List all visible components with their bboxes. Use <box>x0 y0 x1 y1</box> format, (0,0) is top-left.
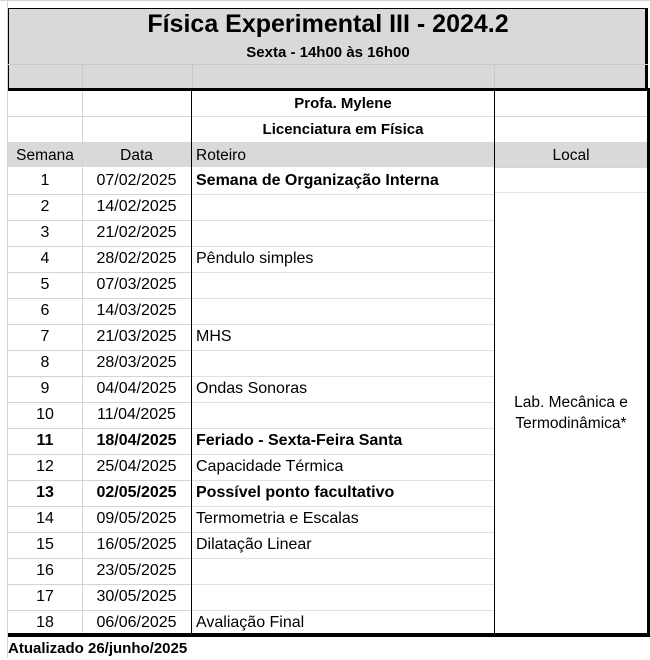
activity-cell: Pêndulo simples <box>196 250 314 267</box>
week-number-cell: 17 <box>36 588 54 605</box>
grid-line <box>192 532 494 533</box>
week-number-cell: 13 <box>36 484 54 501</box>
activity-cell <box>196 584 492 610</box>
grid-line <box>8 220 191 221</box>
activity-cell <box>196 194 492 220</box>
grid-line <box>8 584 191 585</box>
activity-cell: Semana de Organização Interna <box>196 172 439 189</box>
activity-cell <box>196 220 492 246</box>
week-number-cell: 9 <box>40 380 50 397</box>
week-number-cell: 2 <box>40 198 50 215</box>
activity-cell: Dilatação Linear <box>196 536 312 553</box>
grid-line <box>8 194 191 195</box>
grid-line <box>8 480 191 481</box>
date-cell: 14/02/2025 <box>96 198 177 215</box>
date-cell: 30/05/2025 <box>96 588 177 605</box>
grid-line <box>192 64 193 88</box>
week-number-cell: 14 <box>36 510 54 527</box>
grid-line <box>8 454 191 455</box>
grid-line <box>192 428 494 429</box>
grid-line <box>0 0 650 1</box>
grid-line <box>8 350 191 351</box>
week-number-cell: 4 <box>40 250 50 267</box>
week-number-cell: 18 <box>36 614 54 631</box>
grid-line <box>192 116 494 117</box>
date-cell: 21/02/2025 <box>96 224 177 241</box>
week-number-cell: 11 <box>36 432 54 449</box>
date-cell: 07/02/2025 <box>96 172 177 189</box>
activity-cell <box>196 350 492 376</box>
schedule-subtitle: Sexta - 14h00 às 16h00 <box>246 44 410 61</box>
grid-line <box>8 558 191 559</box>
week-number-cell: 15 <box>36 536 54 553</box>
professor-label: Profa. Mylene <box>294 95 392 112</box>
grid-line <box>192 246 494 247</box>
grid-line <box>8 272 191 273</box>
table-bottom-border <box>8 633 650 637</box>
date-cell: 14/03/2025 <box>96 302 177 319</box>
course-label: Licenciatura em Física <box>262 121 424 138</box>
date-cell: 18/04/2025 <box>96 432 177 449</box>
week-number-cell: 16 <box>36 562 54 579</box>
grid-line <box>192 298 494 299</box>
grid-line <box>8 324 191 325</box>
grid-line <box>192 402 494 403</box>
week-number-cell: 6 <box>40 302 50 319</box>
column-header-local: Local <box>552 147 590 164</box>
week-number-cell: 10 <box>36 406 54 423</box>
grid-line <box>8 402 191 403</box>
grid-line <box>8 246 191 247</box>
grid-line <box>82 64 83 88</box>
week-number-cell: 7 <box>40 328 50 345</box>
grid-line <box>8 116 191 117</box>
location-cell <box>494 392 648 434</box>
column-divider <box>494 91 495 633</box>
grid-line <box>8 506 191 507</box>
grid-line <box>192 506 494 507</box>
grid-line <box>192 584 494 585</box>
grid-line <box>8 428 191 429</box>
grid-line <box>192 376 494 377</box>
location-line-2: Termodinâmica* <box>515 415 627 432</box>
grid-line <box>82 91 83 633</box>
activity-cell: Ondas Sonoras <box>196 380 308 397</box>
date-cell: 07/03/2025 <box>96 276 177 293</box>
grid-line <box>192 272 494 273</box>
grid-line <box>192 350 494 351</box>
grid-line <box>192 194 494 195</box>
activity-cell <box>196 298 492 324</box>
activity-cell: Termometria e Escalas <box>196 510 359 527</box>
week-number-cell: 3 <box>40 224 50 241</box>
date-cell: 06/06/2025 <box>96 614 177 631</box>
week-number-cell: 8 <box>40 354 50 371</box>
grid-line <box>494 64 495 88</box>
activity-cell <box>196 272 492 298</box>
date-cell: 28/03/2025 <box>96 354 177 371</box>
activity-cell: Avaliação Final <box>196 614 305 631</box>
grid-line <box>8 532 191 533</box>
grid-line <box>8 64 648 65</box>
page-title: Física Experimental III - 2024.2 <box>147 10 509 38</box>
date-cell: 21/03/2025 <box>96 328 177 345</box>
activity-cell <box>196 402 492 428</box>
date-cell: 28/02/2025 <box>96 250 177 267</box>
grid-line <box>192 610 494 611</box>
date-cell: 04/04/2025 <box>96 380 177 397</box>
date-cell: 23/05/2025 <box>96 562 177 579</box>
grid-line <box>8 298 191 299</box>
week-number-cell: 12 <box>36 458 54 475</box>
column-divider <box>191 91 192 633</box>
grid-line <box>192 558 494 559</box>
grid-line <box>192 480 494 481</box>
week-number-cell: 5 <box>40 276 50 293</box>
grid-line <box>8 376 191 377</box>
activity-cell <box>196 558 492 584</box>
date-cell: 25/04/2025 <box>96 458 177 475</box>
activity-cell: Possível ponto facultativo <box>196 484 395 501</box>
grid-line <box>192 454 494 455</box>
date-cell: 16/05/2025 <box>96 536 177 553</box>
grid-line <box>192 324 494 325</box>
activity-cell: Feriado - Sexta-Feira Santa <box>196 432 403 449</box>
column-header-data: Data <box>120 147 153 164</box>
activity-cell: Capacidade Térmica <box>196 458 344 475</box>
location-line-1: Lab. Mecânica e <box>514 394 628 411</box>
date-cell: 02/05/2025 <box>96 484 177 501</box>
column-header-semana: Semana <box>16 147 74 164</box>
activity-cell: MHS <box>196 328 232 345</box>
grid-line <box>495 167 647 168</box>
grid-line <box>495 192 647 193</box>
date-cell: 09/05/2025 <box>96 510 177 527</box>
grid-line <box>495 116 647 117</box>
week-number-cell: 1 <box>40 172 50 189</box>
column-header-roteiro: Roteiro <box>196 147 246 164</box>
date-cell: 11/04/2025 <box>97 406 176 423</box>
header-bottom-border <box>8 88 650 91</box>
updated-note: Atualizado 26/junho/2025 <box>8 640 188 657</box>
grid-line <box>8 610 191 611</box>
grid-line <box>192 220 494 221</box>
